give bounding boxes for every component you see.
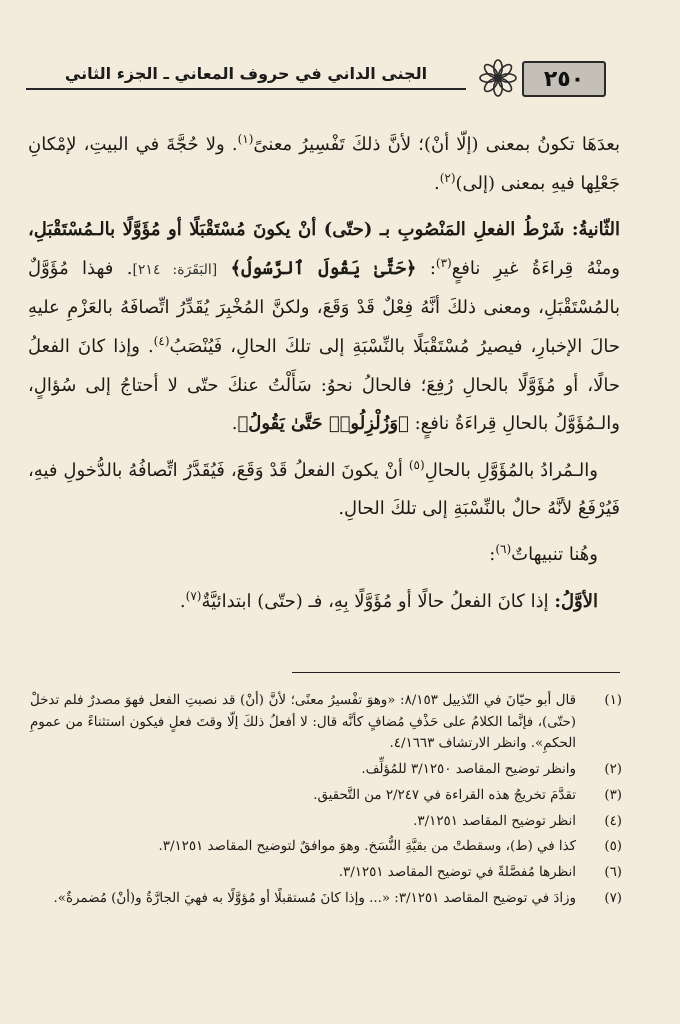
footnote-marker: (٦) xyxy=(495,541,512,556)
main-text xyxy=(28,126,620,628)
section-heading-second: الثّانيةُ: شَرْطُ الفعلِ المَنْصُوبِ بـ (حتّى) أنْ يكونَ مُسْتَقْبَلًا أو مُؤَوَّلًا بالـمُسْتَقْبَلِ، xyxy=(28,219,620,241)
running-title: الجنى الداني في حروف المعاني ـ الجزء الثاني xyxy=(26,64,466,90)
page-header xyxy=(0,58,680,98)
paragraph-5: الأوَّلُ: إذا كانَ الفعلُ حالًا أو مُؤَوَّلًا بِهِ، فـ (حتّى) ابتدائيَّةٌ$^{(٧)}$. xyxy=(179,588,598,612)
quran-reference: [البَقَرَة: ٢١٤] xyxy=(132,261,218,278)
paragraph-1: بعدَهَا تكونُ بمعنى (إلّا أنْ)؛ لأنَّ ذلكَ تَفْسِيرُ معنىً$^{(١)}$. ولا حُجَّةَ في البيتِ، لإمْكانِ جَعْلِها فيهِ بمعنى (إلى)$^{(٢)}$. xyxy=(28,132,620,194)
footnote: (٣) تقدَّمَ تخريجُ هذه القراءة في ٢/٢٤٧ من التَّحقيق. xyxy=(313,787,622,803)
quran-quote: ﴿وَزُلْزِلُوا۟ حَتَّىٰ يَقُولُ﴾ xyxy=(237,413,409,435)
quran-quote: ﴿حَتَّىٰ يَقُولَ ٱلرَّسُولُ﴾ xyxy=(230,257,417,279)
footnote-marker: (٥) xyxy=(408,457,425,472)
footnote: (٥) كذا في (ط)، وسقطتْ من بقيَّةِ النُّسَخ. وهوَ موافقٌ لتوضيح المقاصد ٣/١٢٥١. xyxy=(158,839,622,855)
section-heading-first: الأوَّلُ: xyxy=(554,590,598,612)
footnote: (٦) انظرها مُفصَّلةً في توضيح المقاصد ٣/١٢٥١. xyxy=(338,864,622,880)
paragraph-2: الثّانيةُ: شَرْطُ الفعلِ المَنْصُوبِ بـ (حتّى) أنْ يكونَ مُسْتَقْبَلًا أو مُؤَوَّلًا بالـمُسْتَقْبَلِ، ومنْهُ قِراءَةُ غيرِ نافعٍ$^{(٣)}$: ﴿حَتَّىٰ يَقُولَ ٱلرَّسُولُ﴾ [البَقَرَة: ٢١٤]. فهذا مُؤَوَّلٌ بالمُسْتَقْبَلِ، ومعنى ذلكَ أنَّهُ فِعْلٌ قَدْ وَقَعَ، ولكنَّ المُخْبِرَ يُقَدِّرُ اتِّصافَهُ بالعَزْمِ عليهِ حالَ الإخبارِ، فيصيرُ مُسْتَقْبَلًا بالنِّسْبَةِ إلى تلكَ الحالِ، فَيُنْصَبُ$^{(٤)}$. وإذا كانَ الفعلُ حالًا، أو مُؤَوَّلًا بالحالِ رُفِعَ؛ فالحالُ نحوُ: سَأَلْتُ عنكَ حتّى لا أحتاجُ إلى سُؤالٍ، والـمُؤَوَّلُ بالحالِ قِراءَةُ نافعٍ: ﴿وَزُلْزِلُوا۟ حَتَّىٰ يَقُولُ﴾. xyxy=(28,219,620,435)
footnote-marker: (٣) xyxy=(435,255,452,270)
paragraph-4: وهُنا تنبيهاتٌ$^{(٦)}$: xyxy=(489,541,598,565)
footnote: (١) قال أبو حيّانَ في التّذييل ٨/١٥٣: «وهوَ تفْسيرُ معنًى؛ لأنَّ (أنْ) قد نصبتِ الفعل فهوَ مصدرٌ فلم تدخلْ (حتّى)، فإنَّما الكلامُ على حَذْفِ مُضافٍ كأنَّه قال: لا أفعلُ ذلكَ إلّا وقتَ فعلٍ فيكون استثناءً من عمومِ الحكمِ». وانظر الارتشاف ٤/١٦٦٣. xyxy=(30,693,622,752)
paragraph-3: والـمُرادُ بالمُؤَوَّلِ بالحالِ$^{(٥)}$ أنْ يكونَ الفعلُ قَدْ وَقَعَ، فَيُقَدَّرُ اتِّصافُهُ بالدُّخولِ فيهِ، فَيُرْفَعُ لأنَّهُ حالٌ بالنِّسْبَةِ إلى تلكَ الحالِ. xyxy=(28,457,620,520)
flower-ornament-icon xyxy=(478,58,518,98)
footnote: (٧) وزادَ في توضيح المقاصد ٣/١٢٥١: «... وإذا كانَ مُستقبلًا أو مُؤوَّلًا به فهيَ الجارَّةُ و(أنْ) مُضمرةٌ». xyxy=(53,890,622,906)
footnote-separator xyxy=(292,672,620,673)
footnote: (٤) انظر توضيح المقاصد ٣/١٢٥١. xyxy=(413,813,622,829)
footnote-marker: (٤) xyxy=(153,333,170,348)
footnote-marker: (١) xyxy=(237,132,254,146)
footnote-marker: (٧) xyxy=(185,588,202,603)
page-number: ٢٥٠ xyxy=(522,61,606,97)
footnotes xyxy=(30,690,622,913)
footnote: (٢) وانظر توضيح المقاصد ٣/١٢٥٠ للمُؤلِّف. xyxy=(361,762,622,778)
footnote-marker: (٢) xyxy=(439,170,456,185)
